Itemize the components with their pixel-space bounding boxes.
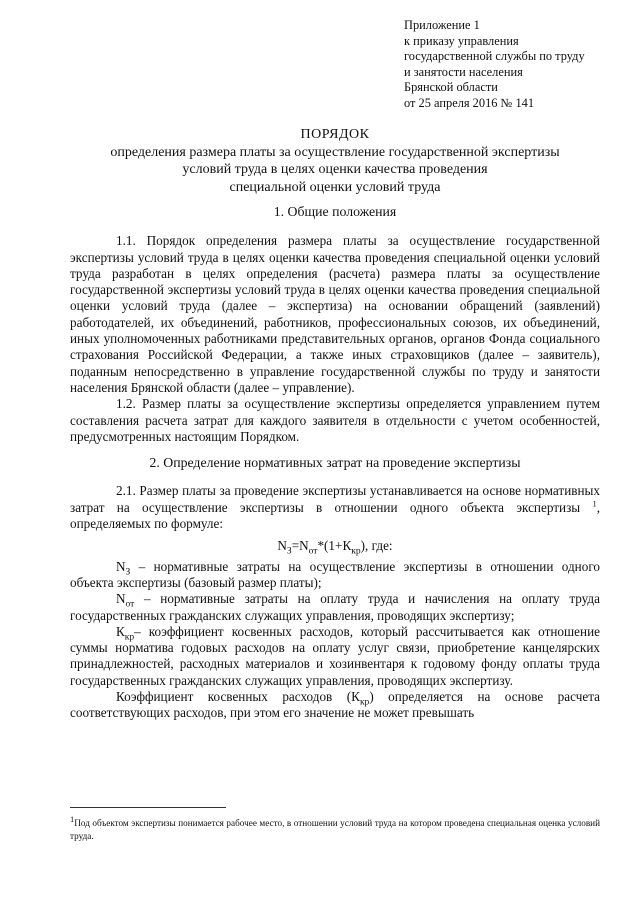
footnote-divider	[70, 807, 226, 808]
appendix-line: государственной службы по труду	[404, 49, 585, 64]
definition-symbol: N	[116, 558, 126, 574]
definition-text: – нормативные затраты на оплату труда и начисления на оплату труда государственных гражданских служащих управления, проводящих экспертизу;	[70, 591, 600, 623]
formula-part: N	[277, 538, 287, 554]
title-subtitle: условий труда в целях оценки качества проведения	[182, 162, 488, 177]
definition-subscript: от	[125, 599, 135, 610]
formula-subscript: кр	[351, 546, 361, 557]
footnote-text: Под объектом экспертизы понимается рабочее место, в отношении условий труда на котором проведена специальная оценка условий труда.	[70, 818, 600, 841]
title-main: ПОРЯДОК	[300, 127, 370, 142]
appendix-block	[404, 18, 634, 112]
appendix-line: и занятости населения	[404, 64, 523, 79]
formula-part: =N	[291, 538, 309, 554]
definition-subscript: З	[125, 567, 131, 578]
definition-not	[70, 591, 600, 624]
formula-part: ), где:	[360, 538, 393, 554]
footnote	[70, 813, 600, 842]
paragraph-text: , определяемых по формуле:	[70, 499, 600, 532]
paragraph-coefficient	[70, 689, 600, 722]
appendix-line: Приложение 1	[404, 18, 480, 32]
definition-text: – коэффициент косвенных расходов, который рассчитывается как отношение суммы норматива годовых расходов на оплату услуг связи, приобретение канцелярских принадлежностей, расходных материалов и хозинвентаря к годовому фонду оплаты труда государственных гражданских служащих управления, проводящих экспертизу.	[70, 623, 600, 688]
definition-symbol: К	[116, 623, 125, 639]
section-heading: 1. Общие положения	[273, 204, 397, 219]
definition-subscript: кр	[124, 632, 135, 643]
paragraph-text: ) определяется на основе расчета соответствующих расходов, при этом его значение не может превышать	[70, 689, 600, 721]
paragraph-1-2: 1.2. Размер платы за осуществление экспертизы определяется управлением путем составления расчета затрат для каждого заявителя в отдельности с учетом особенностей, предусмотренных настоящим Порядком.	[70, 396, 600, 444]
appendix-line: к приказу управления	[404, 33, 519, 48]
footnote-reference[interactable]: 1	[592, 498, 597, 509]
paragraph-text: Коэффициент косвенных расходов (К	[116, 689, 360, 705]
definition-subscript: кр	[359, 697, 370, 708]
definition-text: – нормативные затраты на осуществление экспертизы в отношении одного объекта экспертизы (базовый размер платы);	[70, 558, 600, 590]
title-subtitle: определения размера платы за осуществление государственной экспертизы	[110, 144, 560, 160]
formula-part: *(1+К	[317, 538, 352, 554]
appendix-line: Брянской области	[404, 80, 498, 95]
definition-kkr	[70, 624, 600, 689]
paragraph-1-1: 1.1. Порядок определения размера платы за осуществление государственной экспертизы условий труда в целях оценки качества проведения специальной оценки условий труда разработан в целях определения (расчета) размера платы за осуществление государственной экспертизы условий труда в целях оценки качества проведения специальной оценки условий труда (далее – экспертиза) на основании обращений (заявлений) работодателей, их объединений, работников, профессиональных союзов, их объединений, иных уполномоченных работниками представительных органов, органов Фонда социального страхования Российской Федерации, а также иных страховщиков (далее – заявитель), поданным непосредственно в управление государственной службы по труду и занятости населения Брянской области (далее – управление).	[70, 233, 600, 395]
title-subtitle: специальной оценки условий труда	[229, 179, 441, 195]
formula-subscript: З	[286, 546, 292, 557]
paragraph-2-1	[70, 483, 600, 532]
section-heading: 2. Определение нормативных затрат на проведение экспертизы	[149, 455, 521, 471]
appendix-line: от 25 апреля 2016 № 141	[404, 95, 535, 110]
paragraph-text: 2.1. Размер платы за проведение экспертизы устанавливается на основе нормативных затрат на осуществление экспертизы в отношении одного объекта экспертизы	[70, 483, 600, 515]
formula	[70, 538, 600, 557]
document-body	[70, 204, 600, 722]
definition-nz	[70, 559, 600, 592]
definition-symbol: N	[116, 591, 126, 607]
formula-subscript: от	[308, 546, 318, 557]
footnote-mark: 1	[70, 813, 75, 824]
document-title	[70, 126, 600, 196]
